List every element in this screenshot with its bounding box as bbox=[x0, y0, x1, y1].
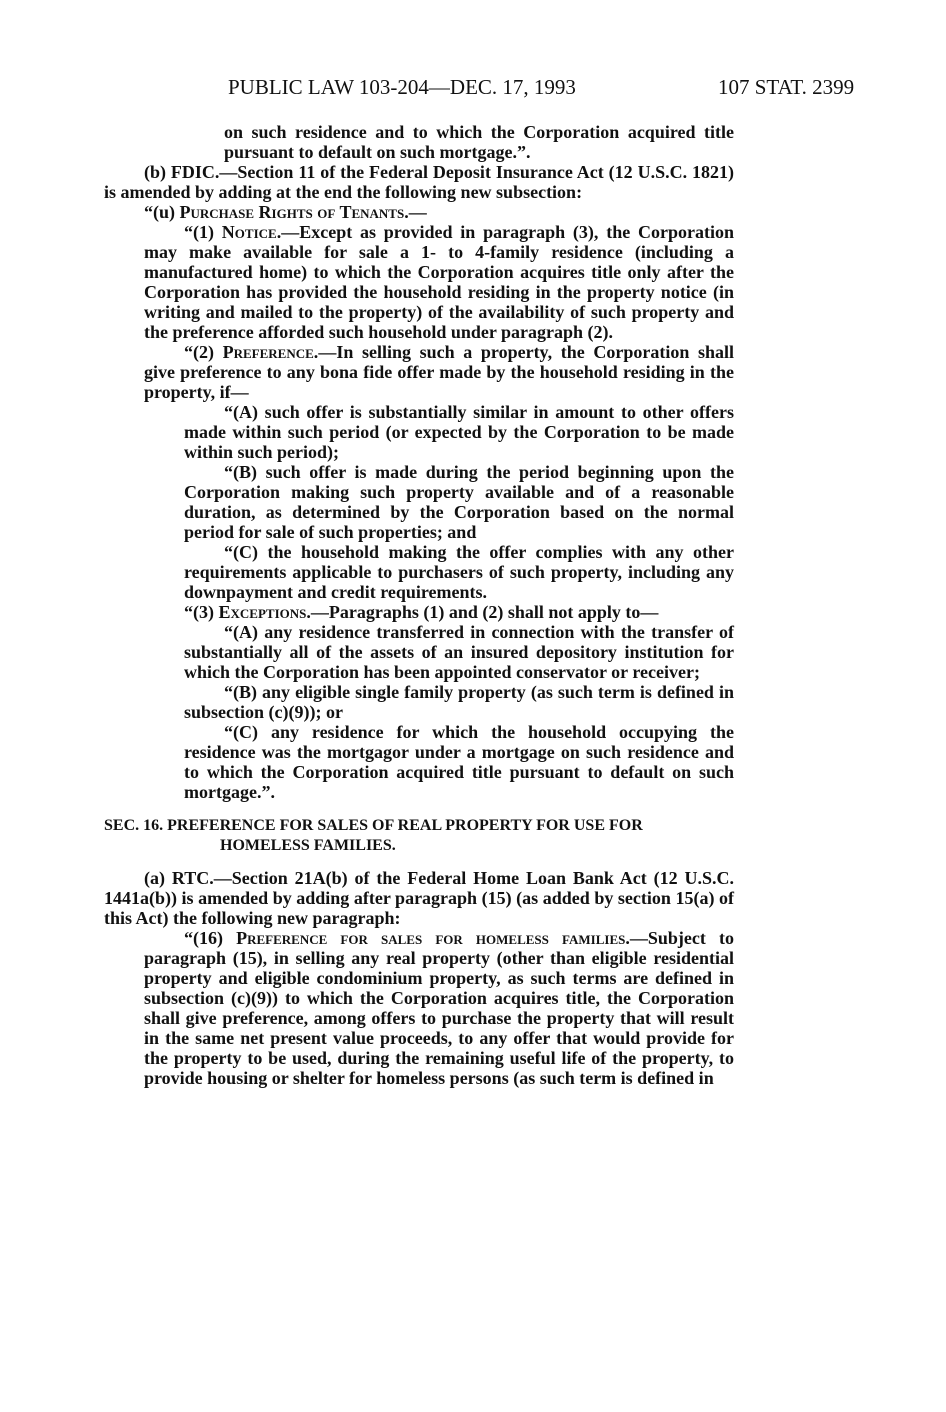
subsection-u-dash: — bbox=[408, 202, 427, 222]
paragraph-16 bbox=[104, 928, 734, 1088]
paragraph-16-heading: Preference for sales for homeless families. bbox=[236, 928, 630, 948]
paragraph-exceptions-text: —Paragraphs (1) and (2) shall not apply to— bbox=[310, 602, 659, 622]
paragraph-16-text: —Subject to paragraph (15), in selling any real property (other than eligible residential property and eligible condominium property, as such terms are defined in subsection (c)(9)) to which the Corporation acquires title, the Corporation shall give preference, among offers to purchase the property that will result in the same net present value proceeds, to any offer that would provide for the property to be used, during the remaining useful life of the property, to provide housing or shelter for homeless persons (as such term is defined in bbox=[144, 928, 734, 1088]
subparagraph-2b: “(B) such offer is made during the period beginning upon the Corporation making such property available and of a reasonable duration, as determined by the Corporation based on the normal period for sale of such properties; and bbox=[184, 462, 734, 542]
subparagraph-3c: “(C) any residence for which the household occupying the residence was the mortgagor under a mortgage on such residence and to which the Corporation acquired title pursuant to default on such mortgage.”. bbox=[184, 722, 734, 802]
subsection-u-title: Purchase Rights of Tenants. bbox=[179, 202, 409, 222]
subsection-u-heading bbox=[104, 202, 734, 222]
paragraph-preference-heading: Preference. bbox=[222, 342, 319, 362]
subsection-u-lead: “(u) bbox=[144, 202, 180, 222]
paragraph-16-lead: “(16) bbox=[184, 928, 237, 948]
page-body bbox=[104, 122, 734, 1088]
paragraph-preference bbox=[104, 342, 734, 402]
subparagraph-3a: “(A) any residence transferred in connection with the transfer of substantially all of the assets of an insured depository institution for which the Corporation has been appointed conservator or receiver; bbox=[184, 622, 734, 682]
paragraph-fdic: (b) FDIC.—Section 11 of the Federal Deposit Insurance Act (12 U.S.C. 1821) is amended by adding at the end the following new subsection: bbox=[104, 162, 734, 202]
paragraph-preference-lead: “(2) bbox=[184, 342, 223, 362]
paragraph-exceptions-heading: Exceptions. bbox=[218, 602, 311, 622]
paragraph-continuation: on such residence and to which the Corporation acquired title pursuant to default on such mortgage.”. bbox=[224, 122, 734, 162]
paragraph-preference-text: —In selling such a property, the Corporation shall give preference to any bona fide offer made by the household residing in the property, if— bbox=[144, 342, 734, 402]
running-header: PUBLIC LAW 103-204—DEC. 17, 1993 bbox=[228, 75, 576, 99]
paragraph-exceptions bbox=[104, 602, 734, 622]
paragraph-notice-lead: “(1) bbox=[184, 222, 222, 242]
subparagraph-2c: “(C) the household making the offer complies with any other requirements applicable to purchasers of such property, including any downpayment and credit requirements. bbox=[184, 542, 734, 602]
paragraph-notice-text: —Except as provided in paragraph (3), the Corporation may make available for sale a 1- to 4-family residence (including a manufactured home) to which the Corporation acquires title only after the Corporation has provided the household residing in the property notice (in writing and mailed to the property) of the availability of such property and the preference afforded such household under paragraph (2). bbox=[144, 222, 734, 342]
paragraph-exceptions-lead: “(3) bbox=[184, 602, 219, 622]
subparagraph-3b: “(B) any eligible single family property (as such term is defined in subsection (c)(9)); or bbox=[184, 682, 734, 722]
subparagraph-2a: “(A) such offer is substantially similar in amount to other offers made within such period (or expected by the Corporation to be made within such period); bbox=[184, 402, 734, 462]
paragraph-notice bbox=[104, 222, 734, 342]
section-16-heading: SEC. 16. PREFERENCE FOR SALES OF REAL PROPERTY FOR USE FOR HOMELESS FAMILIES. bbox=[104, 817, 643, 854]
paragraph-rtc: (a) RTC.—Section 21A(b) of the Federal Home Loan Bank Act (12 U.S.C. 1441a(b)) is amended by adding after paragraph (15) (as added by section 15(a) of this Act) the following new paragraph: bbox=[104, 868, 734, 928]
page-stat-number: 107 STAT. 2399 bbox=[718, 75, 855, 99]
paragraph-notice-heading: Notice. bbox=[221, 222, 282, 242]
